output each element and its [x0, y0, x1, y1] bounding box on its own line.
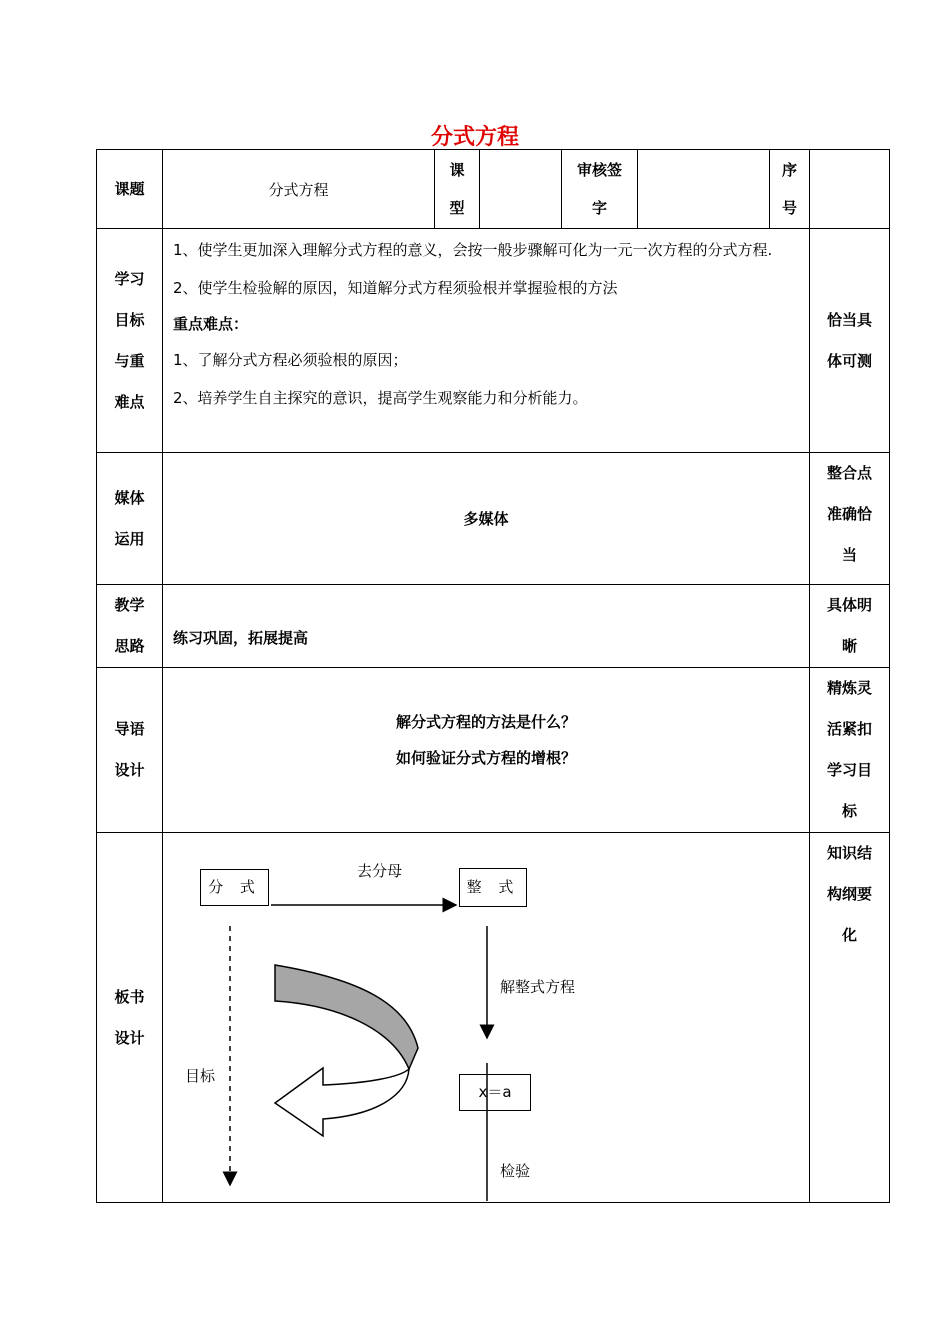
remark-line: 整合点 — [826, 464, 872, 482]
remark-line: 构纲要 — [826, 885, 872, 903]
goals-label-line: 难点 — [114, 392, 145, 411]
media-remark — [810, 453, 890, 585]
thinking-content: 练习巩固，拓展提高 — [163, 585, 810, 668]
check-label: 检验 — [500, 1162, 531, 1180]
seq-label-line: 序 — [781, 161, 797, 179]
goal-line: 1、了解分式方程必须验根的原因； — [173, 351, 408, 369]
thinking-label-line: 思路 — [114, 637, 145, 655]
review-label — [562, 150, 638, 229]
remark-line: 准确恰 — [826, 505, 872, 523]
review-label-line: 字 — [591, 199, 607, 217]
goals-remark — [810, 229, 890, 453]
board-label-line: 设计 — [114, 1028, 145, 1047]
remark-line: 标 — [841, 802, 857, 820]
board-row — [97, 833, 890, 1203]
intro-question: 如何验证分式方程的增根？ — [395, 749, 576, 767]
goal-line: 2、培养学生自主探究的意识，提高学生观察能力和分析能力。 — [173, 389, 588, 407]
type-label-line: 课 — [449, 161, 465, 179]
remark-line: 晰 — [841, 637, 857, 655]
remark-line: 活紧扣 — [826, 720, 872, 738]
key-points-heading: 重点难点： — [173, 315, 249, 333]
type-label-line: 型 — [449, 199, 465, 217]
type-value — [480, 150, 562, 229]
intro-label-line: 导语 — [114, 720, 145, 738]
curved-arrow-band — [275, 965, 418, 1069]
topic-value: 分式方程 — [163, 150, 435, 229]
solution-box: x＝a — [459, 1074, 531, 1111]
goals-label-line: 与重 — [114, 351, 145, 370]
denominator-label: 去分母 — [357, 862, 403, 880]
remark-line: 当 — [841, 546, 857, 564]
curved-arrow-head — [275, 1068, 409, 1136]
thinking-label-line: 教学 — [114, 596, 145, 614]
target-label: 目标 — [185, 1067, 216, 1085]
intro-content — [163, 668, 810, 833]
seq-label — [770, 150, 810, 229]
board-label-line: 板书 — [114, 987, 145, 1006]
review-value — [638, 150, 770, 229]
intro-remark — [810, 668, 890, 833]
remark-line: 精炼灵 — [826, 679, 872, 697]
board-content — [163, 833, 810, 1203]
thinking-row — [97, 585, 890, 668]
type-label — [435, 150, 480, 229]
document-title: 分式方程 — [430, 125, 519, 150]
remark-line: 学习目 — [826, 761, 872, 779]
board-diagram — [163, 833, 809, 1201]
seq-label-line: 号 — [781, 199, 797, 217]
remark-line: 知识结 — [826, 844, 872, 862]
header-row — [97, 150, 890, 229]
fraction-box: 分 式 — [200, 869, 269, 906]
goal-line: 2、使学生检验解的原因，知道解分式方程须验根并掌握验根的方法 — [173, 279, 618, 297]
remark-line: 具体明 — [826, 596, 872, 614]
lesson-plan-table — [96, 149, 890, 1203]
goals-row — [97, 229, 890, 453]
intro-label-line: 设计 — [114, 761, 145, 779]
media-content: 多媒体 — [163, 453, 810, 585]
thinking-label — [97, 585, 163, 668]
media-label-line: 运用 — [114, 529, 145, 548]
goals-label-line: 学习 — [114, 269, 145, 288]
board-label — [97, 833, 163, 1203]
goal-line: 1、使学生更加深入理解分式方程的意义，会按一般步骤解可化为一元一次方程的分式方程. — [173, 241, 773, 259]
review-label-line: 审核签 — [576, 161, 622, 179]
board-remark — [810, 833, 890, 1203]
media-label-line: 媒体 — [114, 488, 145, 507]
solve-label: 解整式方程 — [500, 978, 576, 996]
media-row — [97, 453, 890, 585]
intro-question: 解分式方程的方法是什么？ — [395, 713, 576, 731]
intro-label — [97, 668, 163, 833]
topic-label: 课题 — [97, 150, 163, 229]
goals-label-line: 目标 — [114, 310, 145, 329]
thinking-remark — [810, 585, 890, 668]
intro-row — [97, 668, 890, 833]
goals-label — [97, 229, 163, 453]
remark-line: 化 — [841, 926, 857, 944]
seq-value — [810, 150, 890, 229]
goals-content — [163, 229, 810, 453]
media-label — [97, 453, 163, 585]
remark-line: 恰当具 — [826, 310, 872, 329]
remark-line: 体可测 — [826, 351, 872, 370]
integer-box: 整 式 — [459, 868, 527, 907]
